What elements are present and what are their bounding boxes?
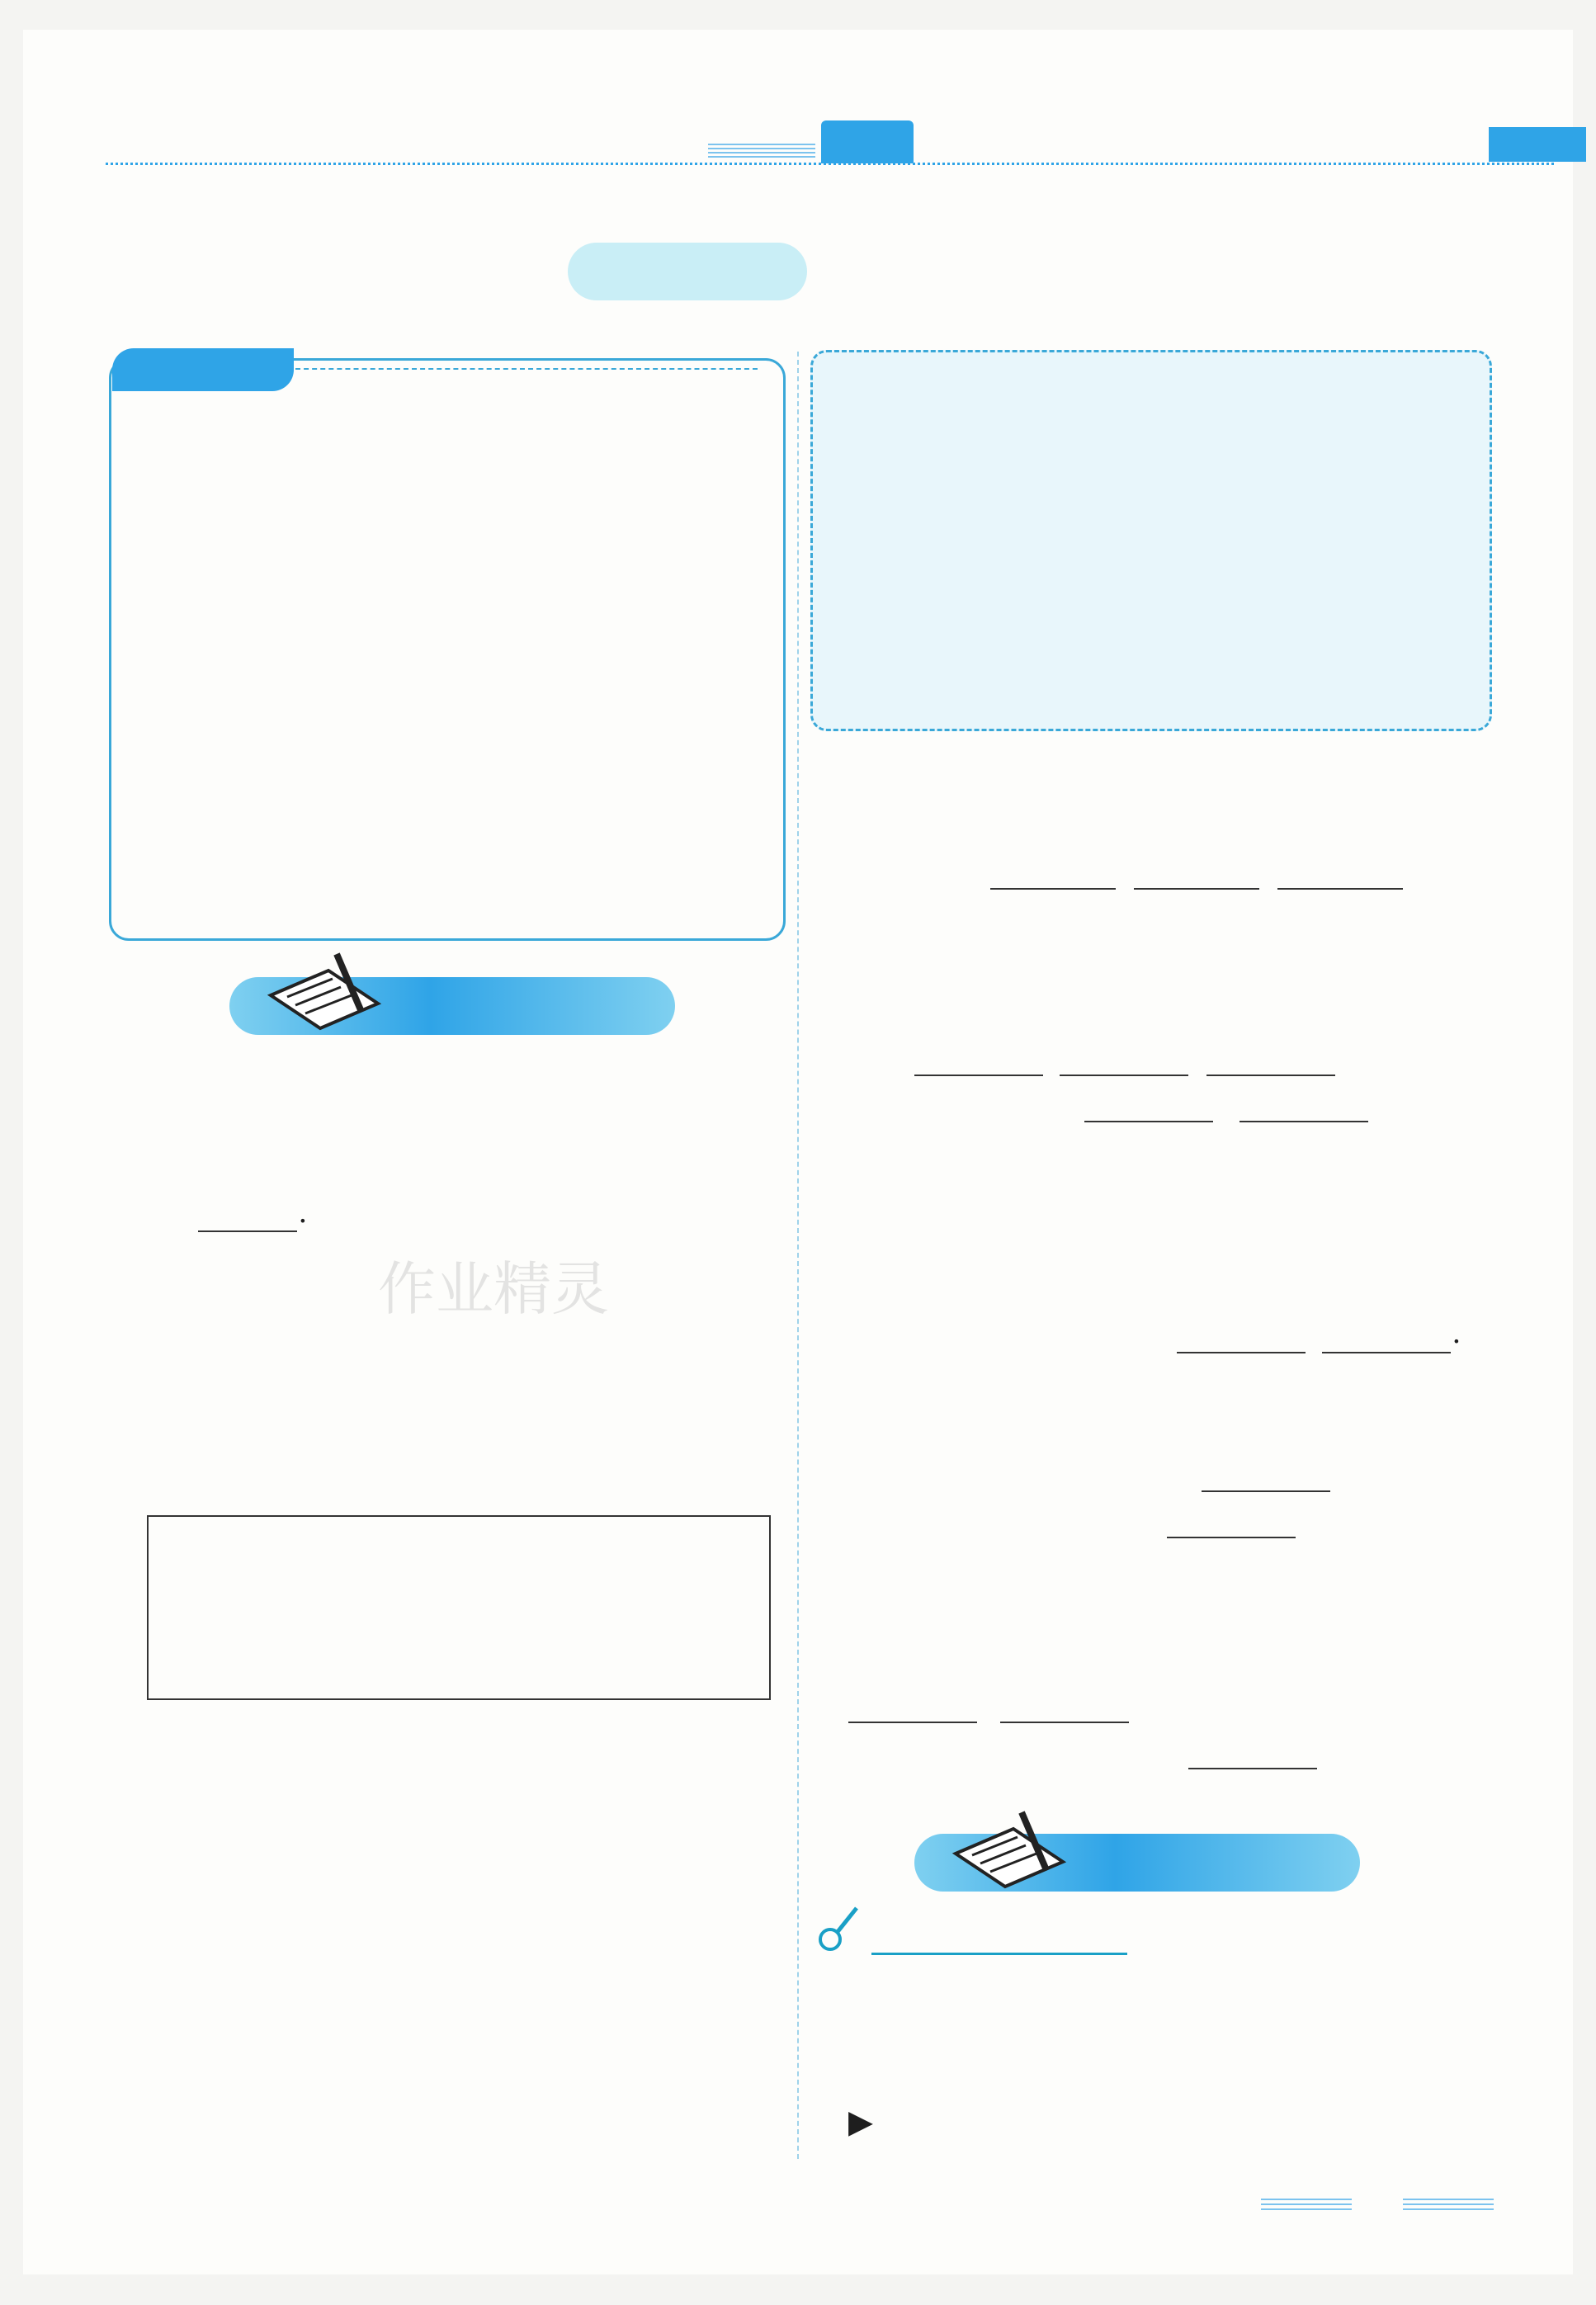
goals-badge: [112, 348, 294, 391]
p2-q3-dot: .: [1452, 1315, 1461, 1350]
column-divider: [797, 352, 799, 2159]
section-title: [580, 249, 605, 315]
example-sentence: [848, 2100, 873, 2146]
p2-q2-blank-4: [1084, 1121, 1213, 1122]
goals-box: [109, 358, 786, 941]
p2-q5-blank-2: [1000, 1722, 1129, 1723]
footer-stripes-left: [1261, 2199, 1352, 2212]
p1-q2-box: [147, 1515, 771, 1700]
p2-q4-blank-2: [1167, 1537, 1296, 1538]
skill-box: [810, 350, 1492, 731]
p2-q5-blank-1: [848, 1722, 977, 1723]
unit-badge: [821, 120, 914, 163]
p2-q1-blank-3: [1277, 888, 1403, 890]
p2-q3-blank-2: [1322, 1352, 1451, 1353]
p2-q1-blank-2: [1134, 888, 1259, 890]
footer-stripes-right: [1403, 2199, 1494, 2212]
p2-q2-blank-5: [1239, 1121, 1368, 1122]
header-stripes: [708, 144, 815, 158]
key-points-icon: [815, 1903, 862, 1956]
header-bar: [1489, 127, 1586, 162]
p2-q2-blank-1: [914, 1075, 1043, 1076]
pen-notebook-icon-2: [947, 1804, 1071, 1898]
p1-q1-dot: .: [299, 1194, 307, 1230]
p2-q2-blank-2: [1060, 1075, 1188, 1076]
p2-q3-blank-1: [1177, 1352, 1306, 1353]
page-watermark: 作业精灵: [378, 1255, 609, 1323]
p2-q5-blank-3: [1188, 1768, 1317, 1769]
p2-q4-blank-1: [1202, 1490, 1330, 1492]
key-points-underline: [871, 1953, 1127, 1955]
p2-q2-blank-3: [1206, 1075, 1335, 1076]
p1-q1-blank: [198, 1230, 297, 1232]
p2-q1-blank-1: [990, 888, 1116, 890]
triangle-icon: ▶: [848, 2104, 873, 2140]
page: [23, 30, 1573, 2274]
pen-notebook-icon: [262, 946, 386, 1040]
goals-badge-arrow: [295, 368, 758, 370]
